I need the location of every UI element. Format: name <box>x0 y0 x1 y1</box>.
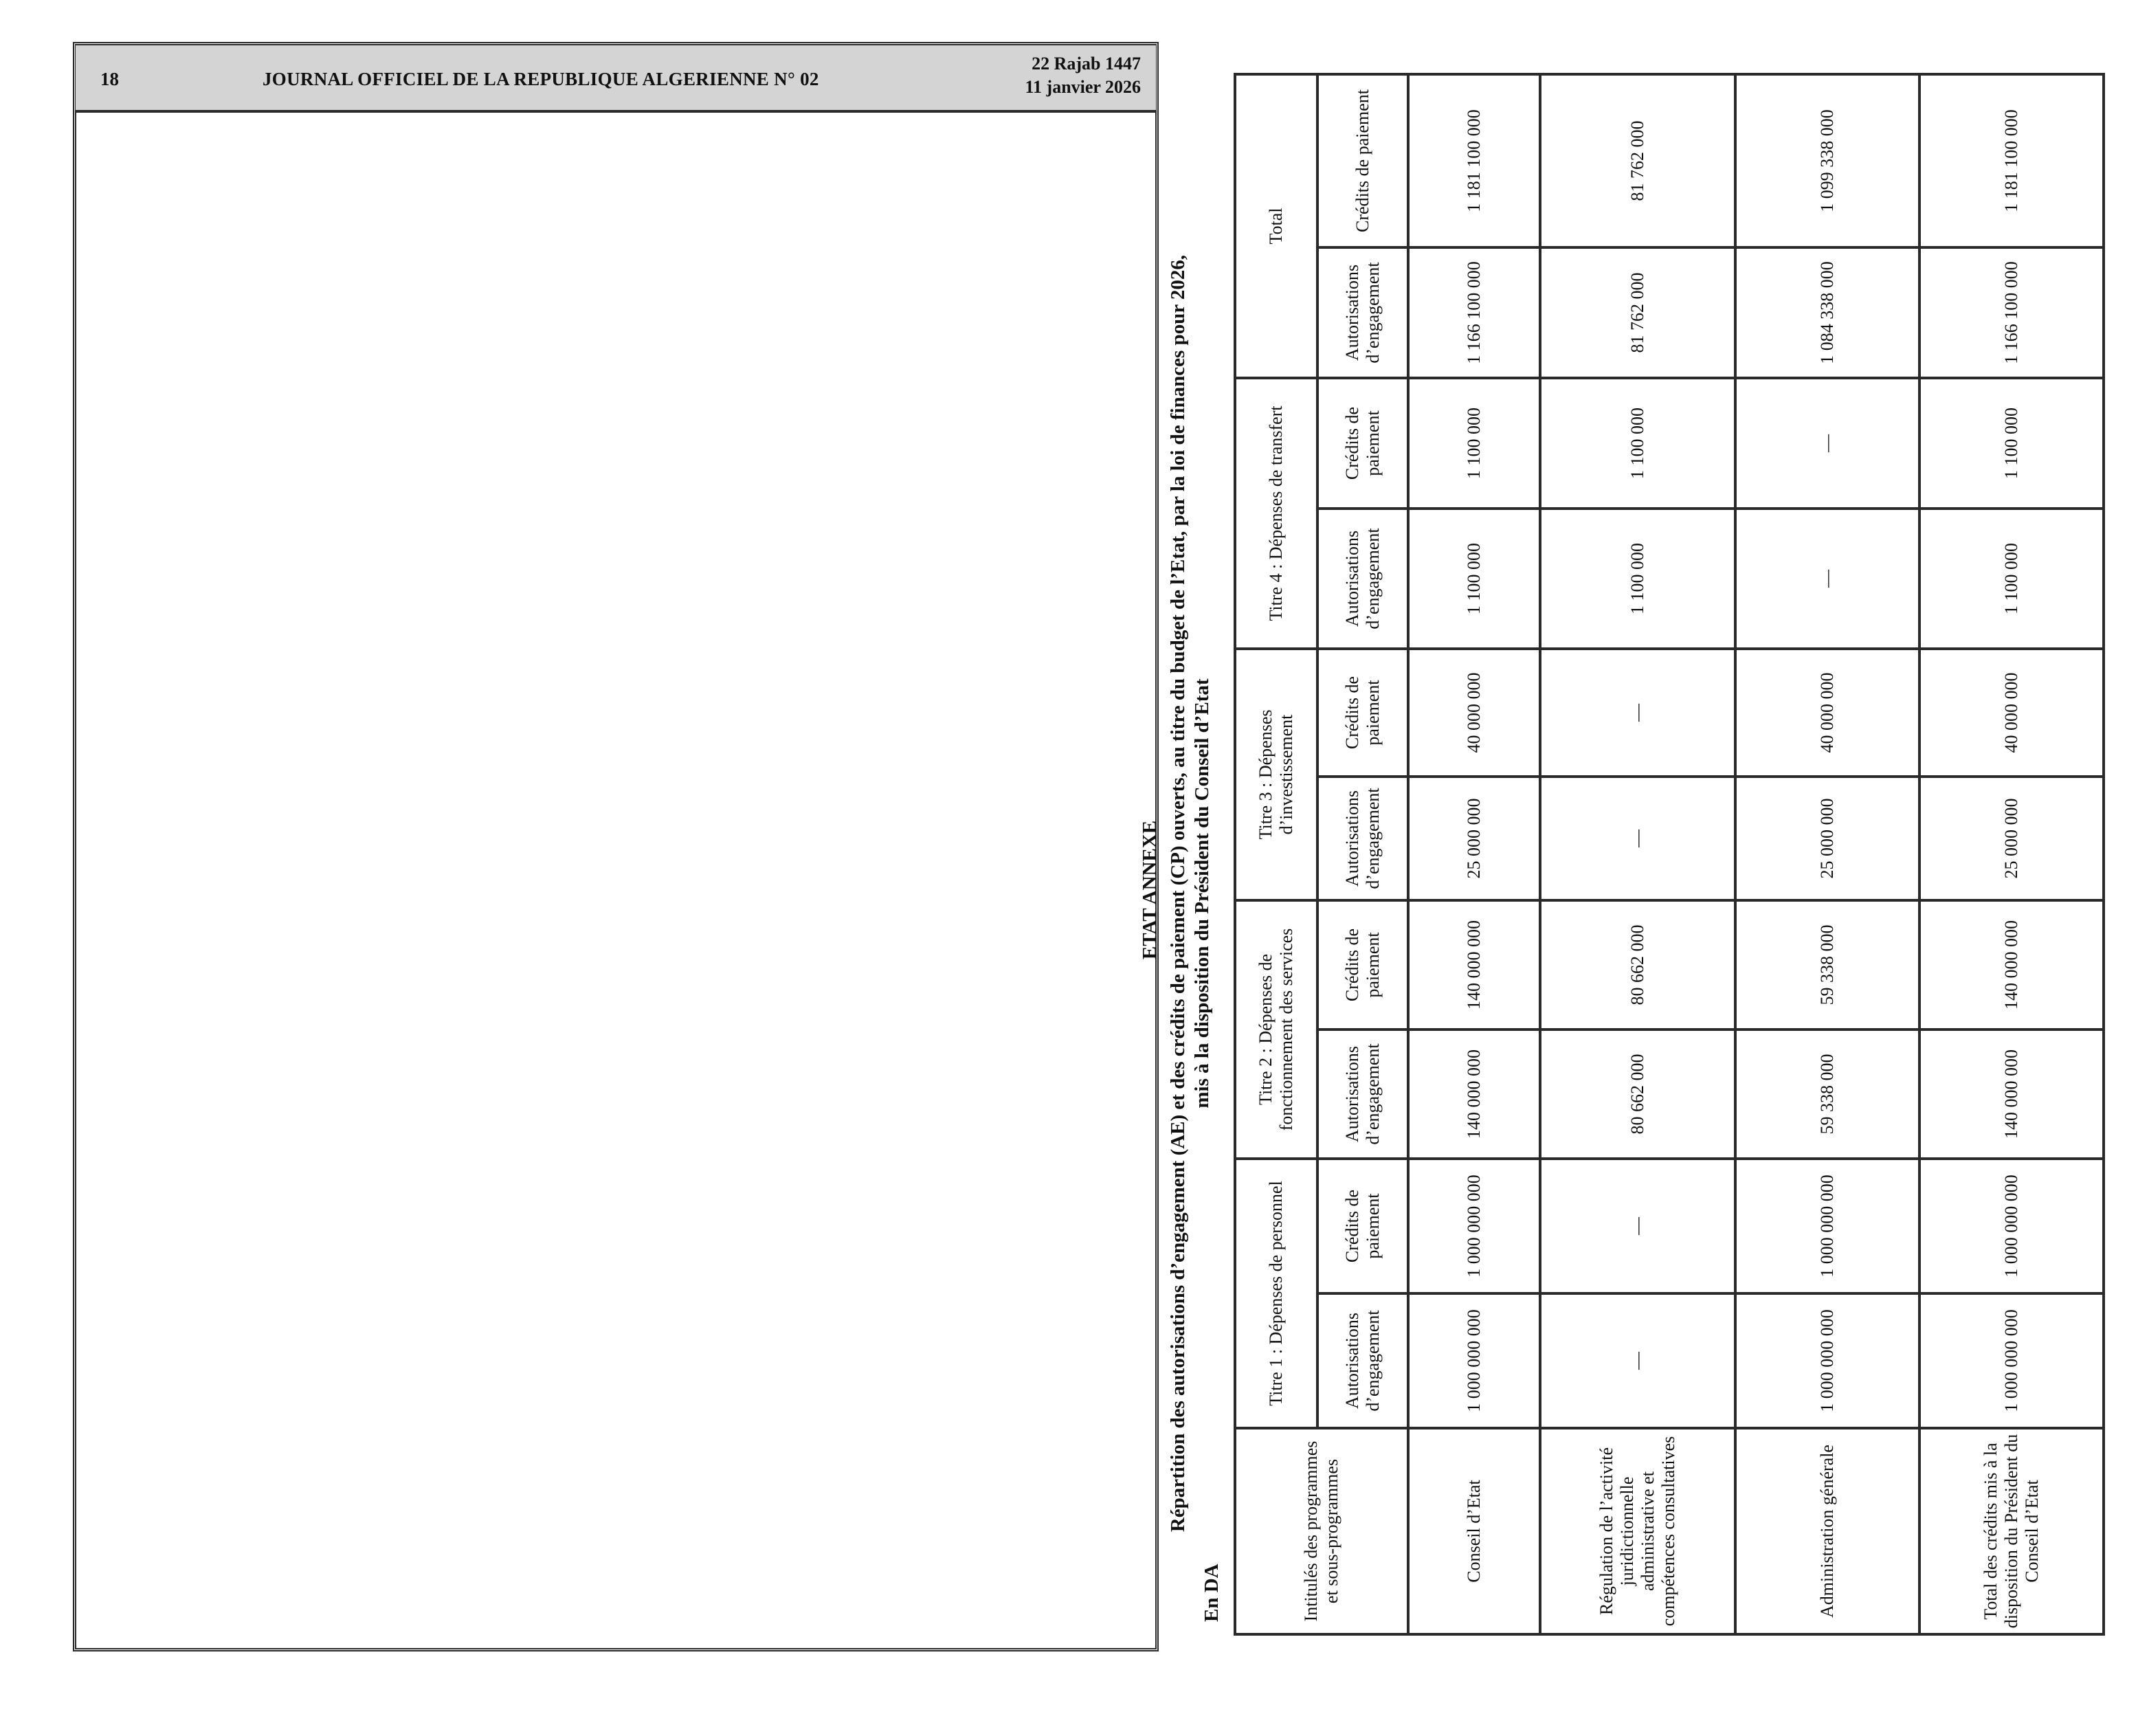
header-total: Total <box>1235 74 1317 378</box>
rotated-annex <box>1135 89 2149 1636</box>
header-titre-4: Titre 4 : Dépenses de transfert <box>1235 378 1317 649</box>
row-label: Total des crédits mis à la disposition du Président du Conseil d’Etat <box>1919 1428 2104 1634</box>
table-cell: 1 000 000 000 <box>1408 1159 1540 1293</box>
header-titre-2: Titre 2 : Dépenses de fonctionnement des services <box>1235 900 1317 1159</box>
table-cell: 81 762 000 <box>1540 247 1735 378</box>
subheader-ae: Autorisations d’engagement <box>1317 509 1408 649</box>
table-cell: 1 000 000 000 <box>1919 1159 2104 1293</box>
table-row-total <box>1919 74 2104 1634</box>
table-cell: 25 000 000 <box>1408 777 1540 900</box>
row-label: Conseil d’Etat <box>1408 1428 1540 1634</box>
table-cell: 1 084 338 000 <box>1735 247 1919 378</box>
journal-title: JOURNAL OFFICIEL DE LA REPUBLIQUE ALGERIENNE N° 02 <box>263 69 819 89</box>
subheader-ae: Autorisations d’engagement <box>1317 247 1408 378</box>
subheader-cp: Crédits de paiement <box>1317 649 1408 777</box>
header-row-sub <box>1317 74 1408 1634</box>
subheader-ae: Autorisations d’engagement <box>1317 777 1408 900</box>
table-cell: 1 100 000 <box>1408 378 1540 509</box>
table-cell: 40 000 000 <box>1735 649 1919 777</box>
table-cell: 59 338 000 <box>1735 900 1919 1030</box>
table-cell: 1 100 000 <box>1919 509 2104 649</box>
table-cell: 140 000 000 <box>1408 900 1540 1030</box>
table-cell: 1 100 000 <box>1540 378 1735 509</box>
subheader-cp: Crédits de paiement <box>1317 1159 1408 1293</box>
row-label: Régulation de l’activité juridictionnelle administrative et compétences consultatives <box>1540 1428 1735 1634</box>
table-cell: 1 166 100 000 <box>1408 247 1540 378</box>
table-cell: — <box>1540 1293 1735 1428</box>
table-cell: 1 181 100 000 <box>1919 74 2104 247</box>
table-cell: 1 181 100 000 <box>1408 74 1540 247</box>
budget-table <box>1234 73 2105 1636</box>
table-cell: 59 338 000 <box>1735 1030 1919 1159</box>
subheader-cp: Crédits de paiement <box>1317 900 1408 1030</box>
table-cell: 1 000 000 000 <box>1735 1293 1919 1428</box>
subheader-ae: Autorisations d’engagement <box>1317 1030 1408 1159</box>
table-cell: 140 000 000 <box>1919 900 2104 1030</box>
table-cell: — <box>1735 378 1919 509</box>
table-cell: 1 100 000 <box>1540 509 1735 649</box>
table-cell: 1 000 000 000 <box>1408 1293 1540 1428</box>
table-cell: 1 166 100 000 <box>1919 247 2104 378</box>
header-row-groups <box>1235 74 1317 1634</box>
header-titre-1: Titre 1 : Dépenses de personnel <box>1235 1159 1317 1428</box>
table-cell: 1 000 000 000 <box>1919 1293 2104 1428</box>
header-program-label: Intitulés des programmes et sous-programmes <box>1235 1428 1408 1634</box>
annex-subtitle: Répartition des autorisations d’engagement (AE) et des crédits de paiement (CP) ouverts, au titre du budget de l’Etat, par la loi de finances pour 2026, mis à la disposition du Président du Conseil d’Etat <box>1167 254 1213 1533</box>
date-hijri: 22 Rajab 1447 <box>1032 54 1141 74</box>
table-cell: — <box>1540 649 1735 777</box>
table-cell: 140 000 000 <box>1919 1030 2104 1159</box>
table-row-administration <box>1735 74 1919 1634</box>
annex-title: ETAT ANNEXE <box>1139 820 1161 960</box>
page-number: 18 <box>100 69 119 89</box>
date-gregorian: 11 janvier 2026 <box>1025 77 1141 97</box>
page-frame <box>73 42 1159 1651</box>
subheader-cp: Crédits de paiement <box>1317 74 1408 247</box>
table-cell: 40 000 000 <box>1919 649 2104 777</box>
table-cell: 140 000 000 <box>1408 1030 1540 1159</box>
table-cell: 25 000 000 <box>1919 777 2104 900</box>
table-cell: 40 000 000 <box>1408 649 1540 777</box>
table-cell: — <box>1540 777 1735 900</box>
table-cell: 80 662 000 <box>1540 900 1735 1030</box>
currency-unit: En DA <box>1201 1563 1223 1622</box>
subheader-cp: Crédits de paiement <box>1317 378 1408 509</box>
table-cell: 1 099 338 000 <box>1735 74 1919 247</box>
table-cell: 81 762 000 <box>1540 74 1735 247</box>
table-cell: — <box>1540 1159 1735 1293</box>
table-cell: — <box>1735 509 1919 649</box>
table-cell: 1 100 000 <box>1919 378 2104 509</box>
subheader-ae: Autorisations d’engagement <box>1317 1293 1408 1428</box>
journal-header <box>76 45 1156 113</box>
row-label: Administration générale <box>1735 1428 1919 1634</box>
table-cell: 80 662 000 <box>1540 1030 1735 1159</box>
table-row-conseil-etat <box>1408 74 1540 1634</box>
table-cell: 1 100 000 <box>1408 509 1540 649</box>
header-titre-3: Titre 3 : Dépenses d’investissement <box>1235 649 1317 900</box>
table-cell: 25 000 000 <box>1735 777 1919 900</box>
date-block <box>1025 52 1141 99</box>
table-row-regulation <box>1540 74 1735 1634</box>
table-cell: 1 000 000 000 <box>1735 1159 1919 1293</box>
